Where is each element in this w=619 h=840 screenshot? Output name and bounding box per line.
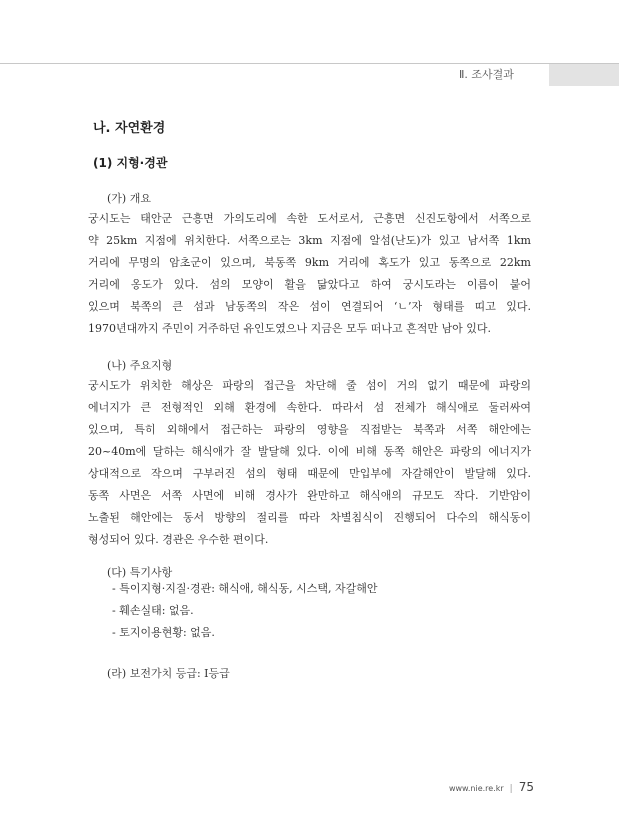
paragraph-line: 상대적으로 작으며 구부러진 섬의 형태 때문에 만입부에 자갈해안이 발달해 있다.	[88, 467, 531, 480]
heading-na: (나) 주요지형	[107, 359, 173, 372]
paragraph-line: 노출된 해안에는 동서 방향의 절리를 따라 차별침식이 진행되어 다수의 해식동이	[88, 511, 531, 524]
paragraph-line: 궁시도가 위치한 해상은 파랑의 접근을 차단해 줄 섬이 거의 없기 때문에 파랑의	[88, 379, 531, 392]
footer-separator: |	[509, 784, 513, 794]
paragraph-line: 1970년대까지 주민이 거주하던 유인도였으나 지금은 모두 떠나고 흔적만 남아 있다.	[88, 322, 491, 335]
paragraph-line: 있으며, 특히 외해에서 접근하는 파랑의 영향을 직접받는 북쪽과 서쪽 해안에는	[88, 423, 531, 436]
paragraph-overview	[88, 208, 531, 340]
list-item: - 훼손실태: 없음.	[112, 604, 194, 617]
heading-ga: (가) 개요	[107, 192, 151, 205]
paragraph-line: 거리에 무명의 암초군이 있으며, 북동쪽 9km 거리에 혹도가 있고 동쪽으로 22km	[88, 256, 531, 269]
paragraph-line: 있으며 북쪽의 큰 섬과 남동쪽의 작은 섬이 연결되어 ‘ㄴ’자 형태를 띠고 있다.	[88, 300, 531, 313]
special-notes-list	[112, 578, 378, 644]
page-number: 75	[518, 780, 534, 794]
heading-da: (다) 특기사항	[107, 566, 173, 579]
paragraph-line: 형성되어 있다. 경관은 우수한 편이다.	[88, 533, 269, 546]
subsection-title: (1) 지형·경관	[93, 156, 168, 170]
heading-ra: (라) 보전가치 등급: Ⅰ등급	[107, 667, 230, 680]
paragraph-line: 동쪽 사면은 서쪽 사면에 비해 경사가 완만하고 해식애의 규모도 작다. 기반암이	[88, 489, 531, 502]
paragraph-line: 에너지가 큰 전형적인 외해 환경에 속한다. 따라서 섬 전체가 해식애로 둘러싸여	[88, 401, 531, 414]
section-title: 나. 자연환경	[93, 121, 166, 136]
paragraph-landforms	[88, 375, 531, 551]
paragraph-line: 거리에 옹도가 있다. 섬의 모양이 활을 닮았다고 하여 궁시도라는 이름이 붙어	[88, 278, 531, 291]
paragraph-line: 약 25km 지점에 위치한다. 서쪽으로는 3km 지점에 알섬(난도)가 있고 남서쪽 1km	[88, 234, 531, 247]
paragraph-line: 20~40m에 달하는 해식애가 잘 발달해 있다. 이에 비해 동쪽 해안은 파랑의 에너지가	[88, 445, 531, 458]
paragraph-line: 궁시도는 태안군 근흥면 가의도리에 속한 도서로서, 근흥면 신진도항에서 서쪽으로	[88, 212, 531, 225]
list-item: - 토지이용현황: 없음.	[112, 626, 215, 639]
list-item: - 특이지형·지질·경관: 해식애, 해식동, 시스택, 자갈해안	[112, 582, 378, 595]
header-tab-block	[549, 64, 619, 86]
page-footer	[449, 776, 534, 795]
footer-url: www.nie.re.kr	[448, 784, 504, 793]
running-header-title: Ⅱ. 조사결과	[459, 64, 549, 86]
